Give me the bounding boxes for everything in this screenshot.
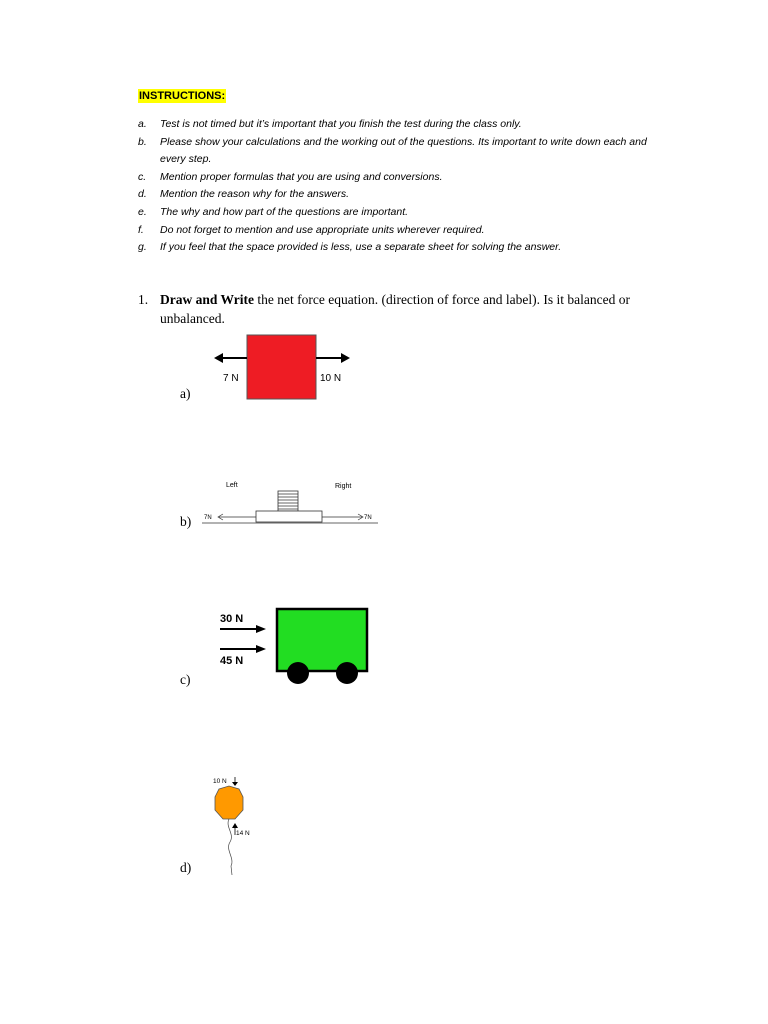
- instruction-text: Do not forget to mention and use appropriate units wherever required.: [160, 223, 485, 236]
- force-label-left: 7N: [204, 515, 212, 521]
- force-label-right: 10 N: [320, 373, 342, 384]
- balloon: [215, 786, 243, 819]
- force-label-left: 7 N: [223, 373, 239, 384]
- question-bold-text: Draw and Write: [160, 292, 254, 307]
- part-label-c: c): [180, 672, 191, 687]
- part-label-d: d): [180, 860, 192, 875]
- bottom-arrowhead: [256, 645, 266, 653]
- red-box: [247, 335, 316, 399]
- question-1: [138, 290, 658, 328]
- instructions-list: [138, 116, 658, 257]
- question-text: [160, 290, 658, 328]
- instruction-letter: f.: [138, 223, 144, 236]
- force-label-right: 7N: [364, 515, 372, 521]
- part-label-b: b): [180, 514, 192, 529]
- instruction-text: If you feel that the space provided is less, use a separate sheet for solving the answer.: [160, 241, 562, 254]
- block: [256, 511, 322, 522]
- figure-b: [200, 476, 380, 526]
- figure-c: [212, 604, 372, 688]
- instruction-text: Mention the reason why for the answers.: [160, 188, 350, 201]
- instruction-text: Mention proper formulas that you are using and conversions.: [160, 170, 443, 183]
- instruction-letter: e.: [138, 205, 147, 218]
- top-arrowhead: [256, 625, 266, 633]
- instruction-text: The why and how part of the questions are important.: [160, 205, 409, 218]
- force-label-up: 14 N: [236, 830, 250, 837]
- left-word: Left: [226, 482, 238, 489]
- cart-wheel-left: [287, 662, 309, 684]
- question-rest-text: the net force equation. (direction of force and label). Is it balanced or unbalanced.: [160, 292, 630, 326]
- figure-d: [205, 772, 275, 877]
- instructions-heading: INSTRUCTIONS:: [139, 90, 226, 102]
- force-label-bottom: 45 N: [220, 655, 244, 667]
- instruction-item: [138, 239, 658, 257]
- instruction-letter: a.: [138, 118, 147, 130]
- cart-body: [277, 609, 367, 671]
- question-number: 1.: [138, 292, 149, 307]
- balloon-string: [228, 819, 232, 875]
- force-label-top: 30 N: [220, 613, 244, 625]
- instruction-text: Please show your calculations and the working out of the questions. Its important to write down each and every step.: [160, 135, 647, 166]
- instruction-text: Test is not timed but it’s important that you finish the test during the class only.: [160, 118, 522, 130]
- instruction-letter: b.: [138, 135, 147, 148]
- figure-a: [210, 332, 360, 402]
- force-label-down: 10 N: [213, 778, 227, 785]
- instruction-item: [138, 116, 658, 134]
- instruction-item: [138, 222, 658, 240]
- stacked-weights: [278, 491, 298, 511]
- right-arrowhead: [341, 353, 350, 363]
- instruction-item: [138, 186, 658, 204]
- cart-wheel-right: [336, 662, 358, 684]
- right-word: Right: [335, 483, 352, 490]
- instruction-letter: c.: [138, 170, 147, 183]
- part-label-a: a): [180, 386, 191, 401]
- instruction-item: [138, 169, 658, 187]
- instruction-item: [138, 134, 658, 169]
- instruction-letter: g.: [138, 241, 147, 254]
- instruction-item: [138, 204, 658, 222]
- left-arrowhead: [214, 353, 223, 363]
- instruction-letter: d.: [138, 188, 147, 201]
